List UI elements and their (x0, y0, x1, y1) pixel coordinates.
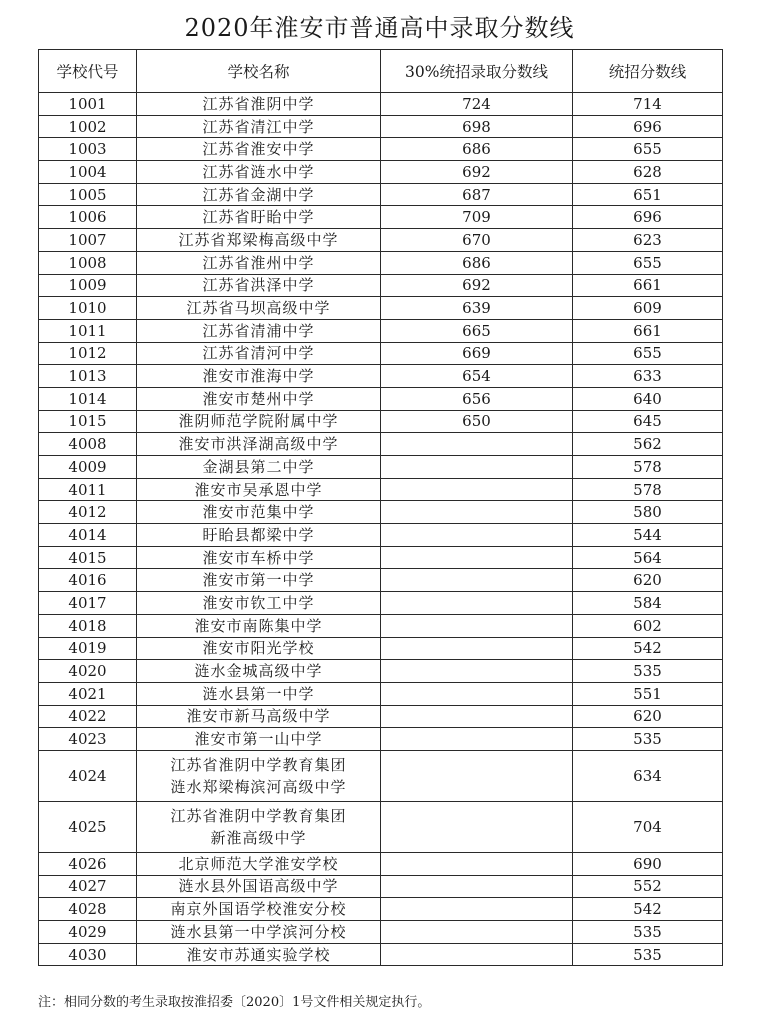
score-uni-cell: 580 (573, 501, 723, 524)
school-name-cell (137, 93, 381, 116)
school-name-line: 北京师范大学淮安学校 (178, 854, 339, 873)
table-row (39, 501, 723, 524)
school-name-cell (137, 592, 381, 615)
score-uni-cell: 535 (573, 943, 723, 966)
school-name-line: 江苏省清河中学 (202, 344, 315, 363)
school-name-line: 涟水县外国语高级中学 (178, 877, 339, 896)
school-code-cell: 1013 (39, 365, 137, 388)
school-code-cell: 4026 (39, 852, 137, 875)
school-name-line: 金湖县第二中学 (202, 457, 315, 476)
table-row (39, 943, 723, 966)
school-name-cell (137, 365, 381, 388)
score-30-cell: 692 (381, 161, 573, 184)
score-30-cell: 654 (381, 365, 573, 388)
school-name-line: 新淮高级中学 (210, 828, 307, 847)
score-uni-cell: 655 (573, 138, 723, 161)
table-row (39, 183, 723, 206)
school-name-cell (137, 138, 381, 161)
table-body (39, 93, 723, 966)
school-name-line: 江苏省淮安中学 (202, 140, 315, 159)
school-code-cell: 1001 (39, 93, 137, 116)
table-row (39, 637, 723, 660)
table-row (39, 274, 723, 297)
score-uni-cell: 704 (573, 801, 723, 852)
score-uni-cell: 564 (573, 546, 723, 569)
score-30-cell: 650 (381, 410, 573, 433)
school-name-line: 江苏省淮阴中学教育集团 (170, 806, 347, 825)
school-name-cell (137, 342, 381, 365)
school-code-cell: 4015 (39, 546, 137, 569)
score-30-cell (381, 592, 573, 615)
table-row (39, 161, 723, 184)
score-30-cell (381, 433, 573, 456)
score-30-cell: 639 (381, 297, 573, 320)
score-uni-cell: 562 (573, 433, 723, 456)
score-30-cell (381, 524, 573, 547)
table-row (39, 524, 723, 547)
score-uni-cell: 542 (573, 898, 723, 921)
table-row (39, 433, 723, 456)
score-30-cell: 692 (381, 274, 573, 297)
school-name-line: 淮安市钦工中学 (202, 593, 315, 612)
score-uni-cell: 620 (573, 569, 723, 592)
table-row (39, 750, 723, 801)
school-code-cell: 1004 (39, 161, 137, 184)
school-code-cell: 4022 (39, 705, 137, 728)
school-name-line: 江苏省淮州中学 (202, 253, 315, 272)
school-name-line: 淮安市第一中学 (202, 571, 315, 590)
score-uni-cell: 584 (573, 592, 723, 615)
school-code-cell: 4030 (39, 943, 137, 966)
school-name-line: 淮安市阳光学校 (202, 639, 315, 658)
score-30-cell: 698 (381, 115, 573, 138)
school-name-cell (137, 410, 381, 433)
school-name-cell (137, 478, 381, 501)
school-name-cell (137, 875, 381, 898)
school-name-cell (137, 801, 381, 852)
school-name-line: 淮安市范集中学 (202, 503, 315, 522)
score-30-cell (381, 852, 573, 875)
school-name-cell (137, 501, 381, 524)
table-header-row (39, 50, 723, 93)
score-uni-cell: 620 (573, 705, 723, 728)
school-name-line: 江苏省淮阴中学教育集团 (170, 755, 347, 774)
school-name-cell (137, 852, 381, 875)
school-name-line: 淮安市楚州中学 (202, 389, 315, 408)
school-name-line: 江苏省清浦中学 (202, 321, 315, 340)
school-name-cell (137, 614, 381, 637)
school-code-cell: 4008 (39, 433, 137, 456)
score-30-cell (381, 478, 573, 501)
score-30-cell: 686 (381, 251, 573, 274)
school-code-cell: 1006 (39, 206, 137, 229)
school-name-line: 江苏省金湖中学 (202, 185, 315, 204)
score-uni-cell: 623 (573, 229, 723, 252)
footnote: 注：相同分数的考生录取按淮招委〔2020〕1号文件相关规定执行。 (38, 995, 431, 1010)
table-row (39, 138, 723, 161)
score-30-cell (381, 569, 573, 592)
school-name-line: 江苏省郑梁梅高级中学 (178, 230, 339, 249)
school-code-cell: 4023 (39, 728, 137, 751)
score-30-cell (381, 875, 573, 898)
school-code-cell: 4025 (39, 801, 137, 852)
school-name-line: 江苏省马坝高级中学 (186, 299, 331, 318)
table-row (39, 569, 723, 592)
score-30-cell (381, 637, 573, 660)
score-uni-cell: 633 (573, 365, 723, 388)
school-code-cell: 4019 (39, 637, 137, 660)
table-row (39, 319, 723, 342)
school-name-cell (137, 229, 381, 252)
school-name-cell (137, 319, 381, 342)
score-uni-cell: 661 (573, 274, 723, 297)
score-30-cell (381, 660, 573, 683)
score-30-cell (381, 801, 573, 852)
school-code-cell: 4011 (39, 478, 137, 501)
school-name-line: 涟水县第一中学 (202, 684, 315, 703)
score-30-cell: 687 (381, 183, 573, 206)
score-uni-cell: 602 (573, 614, 723, 637)
school-code-cell: 4028 (39, 898, 137, 921)
school-name-line: 淮阴师范学院附属中学 (178, 412, 339, 431)
score-uni-cell: 640 (573, 387, 723, 410)
school-name-line: 江苏省涟水中学 (202, 162, 315, 181)
school-code-cell: 1002 (39, 115, 137, 138)
score-30-cell: 724 (381, 93, 573, 116)
table-row (39, 614, 723, 637)
score-30-cell (381, 943, 573, 966)
score-30-cell (381, 921, 573, 944)
school-code-cell: 1005 (39, 183, 137, 206)
school-name-cell (137, 297, 381, 320)
school-code-cell: 4009 (39, 456, 137, 479)
score-30-cell (381, 456, 573, 479)
score-uni-cell: 655 (573, 251, 723, 274)
score-uni-cell: 696 (573, 115, 723, 138)
school-code-cell: 1008 (39, 251, 137, 274)
table-row (39, 456, 723, 479)
school-name-line: 江苏省清江中学 (202, 117, 315, 136)
school-name-line: 淮安市吴承恩中学 (194, 480, 323, 499)
school-code-cell: 4020 (39, 660, 137, 683)
column-header-code: 学校代号 (39, 50, 137, 93)
school-name-cell (137, 433, 381, 456)
table-row (39, 387, 723, 410)
score-uni-cell: 535 (573, 660, 723, 683)
score-uni-cell: 628 (573, 161, 723, 184)
score-30-cell: 686 (381, 138, 573, 161)
table-row (39, 251, 723, 274)
score-30-cell: 670 (381, 229, 573, 252)
score-uni-cell: 578 (573, 478, 723, 501)
school-name-line: 淮安市第一山中学 (194, 730, 323, 749)
score-30-cell (381, 501, 573, 524)
score-30-cell (381, 728, 573, 751)
page-title: 2020年淮安市普通高中录取分数线 (184, 14, 575, 42)
score-uni-cell: 696 (573, 206, 723, 229)
school-name-cell (137, 387, 381, 410)
score-uni-cell: 651 (573, 183, 723, 206)
school-name-cell (137, 206, 381, 229)
score-uni-cell: 609 (573, 297, 723, 320)
score-uni-cell: 552 (573, 875, 723, 898)
school-name-line: 盱眙县都梁中学 (202, 525, 315, 544)
school-name-cell (137, 161, 381, 184)
table-row (39, 229, 723, 252)
table-row (39, 660, 723, 683)
school-code-cell: 4016 (39, 569, 137, 592)
school-code-cell: 4018 (39, 614, 137, 637)
school-code-cell: 1007 (39, 229, 137, 252)
school-name-cell (137, 705, 381, 728)
school-name-cell (137, 943, 381, 966)
score-30-cell (381, 682, 573, 705)
score-30-cell: 669 (381, 342, 573, 365)
score-uni-cell: 655 (573, 342, 723, 365)
score-30-cell: 709 (381, 206, 573, 229)
score-uni-cell: 542 (573, 637, 723, 660)
table-row (39, 705, 723, 728)
school-code-cell: 4024 (39, 750, 137, 801)
score-uni-cell: 535 (573, 921, 723, 944)
school-name-line: 涟水县第一中学滨河分校 (170, 922, 347, 941)
table-row (39, 297, 723, 320)
table-row (39, 546, 723, 569)
school-code-cell: 4017 (39, 592, 137, 615)
school-name-line: 淮安市车桥中学 (202, 548, 315, 567)
school-name-line: 淮安市淮海中学 (202, 367, 315, 386)
score-30-cell: 665 (381, 319, 573, 342)
table-row (39, 342, 723, 365)
school-code-cell: 1011 (39, 319, 137, 342)
school-name-line: 南京外国语学校淮安分校 (170, 900, 347, 919)
table-row (39, 898, 723, 921)
score-uni-cell: 714 (573, 93, 723, 116)
table-row (39, 93, 723, 116)
school-code-cell: 4012 (39, 501, 137, 524)
school-code-cell: 1009 (39, 274, 137, 297)
score-uni-cell: 690 (573, 852, 723, 875)
school-name-cell (137, 251, 381, 274)
school-code-cell: 4029 (39, 921, 137, 944)
school-code-cell: 1014 (39, 387, 137, 410)
score-30-cell (381, 614, 573, 637)
score-uni-cell: 645 (573, 410, 723, 433)
school-name-cell (137, 898, 381, 921)
school-name-line: 江苏省洪泽中学 (202, 276, 315, 295)
school-name-line: 淮安市洪泽湖高级中学 (178, 435, 339, 454)
table-row (39, 410, 723, 433)
column-header-score-30: 30%统招录取分数线 (381, 50, 573, 93)
score-30-cell (381, 898, 573, 921)
table-row (39, 728, 723, 751)
school-name-line: 淮安市南陈集中学 (194, 616, 323, 635)
school-name-cell (137, 637, 381, 660)
school-code-cell: 1010 (39, 297, 137, 320)
school-name-line: 涟水金城高级中学 (194, 662, 323, 681)
school-name-cell (137, 728, 381, 751)
table-row (39, 875, 723, 898)
school-code-cell: 4014 (39, 524, 137, 547)
school-code-cell: 1003 (39, 138, 137, 161)
school-name-cell (137, 274, 381, 297)
school-name-line: 江苏省盱眙中学 (202, 208, 315, 227)
school-code-cell: 1012 (39, 342, 137, 365)
column-header-name: 学校名称 (137, 50, 381, 93)
school-name-cell (137, 524, 381, 547)
score-uni-cell: 578 (573, 456, 723, 479)
score-uni-cell: 551 (573, 682, 723, 705)
school-name-cell (137, 682, 381, 705)
school-name-line: 江苏省淮阴中学 (202, 94, 315, 113)
school-name-line: 淮安市苏通实验学校 (186, 945, 331, 964)
table-row (39, 365, 723, 388)
score-30-cell (381, 705, 573, 728)
table-row (39, 115, 723, 138)
score-uni-cell: 544 (573, 524, 723, 547)
score-uni-cell: 634 (573, 750, 723, 801)
school-name-cell (137, 183, 381, 206)
school-code-cell: 1015 (39, 410, 137, 433)
score-30-cell: 656 (381, 387, 573, 410)
table-row (39, 921, 723, 944)
score-30-cell (381, 750, 573, 801)
table-row (39, 852, 723, 875)
school-name-line: 淮安市新马高级中学 (186, 707, 331, 726)
table-row (39, 682, 723, 705)
school-name-cell (137, 921, 381, 944)
column-header-score-uni: 统招分数线 (573, 50, 723, 93)
table-row (39, 801, 723, 852)
score-uni-cell: 535 (573, 728, 723, 751)
table-row (39, 478, 723, 501)
school-code-cell: 4021 (39, 682, 137, 705)
school-name-cell (137, 569, 381, 592)
school-name-cell (137, 660, 381, 683)
school-name-cell (137, 750, 381, 801)
school-name-cell (137, 456, 381, 479)
score-30-cell (381, 546, 573, 569)
table-row (39, 592, 723, 615)
score-uni-cell: 661 (573, 319, 723, 342)
school-name-cell (137, 115, 381, 138)
score-table (38, 49, 723, 966)
school-code-cell: 4027 (39, 875, 137, 898)
table-row (39, 206, 723, 229)
school-name-cell (137, 546, 381, 569)
school-name-line: 涟水郑梁梅滨河高级中学 (170, 777, 347, 796)
